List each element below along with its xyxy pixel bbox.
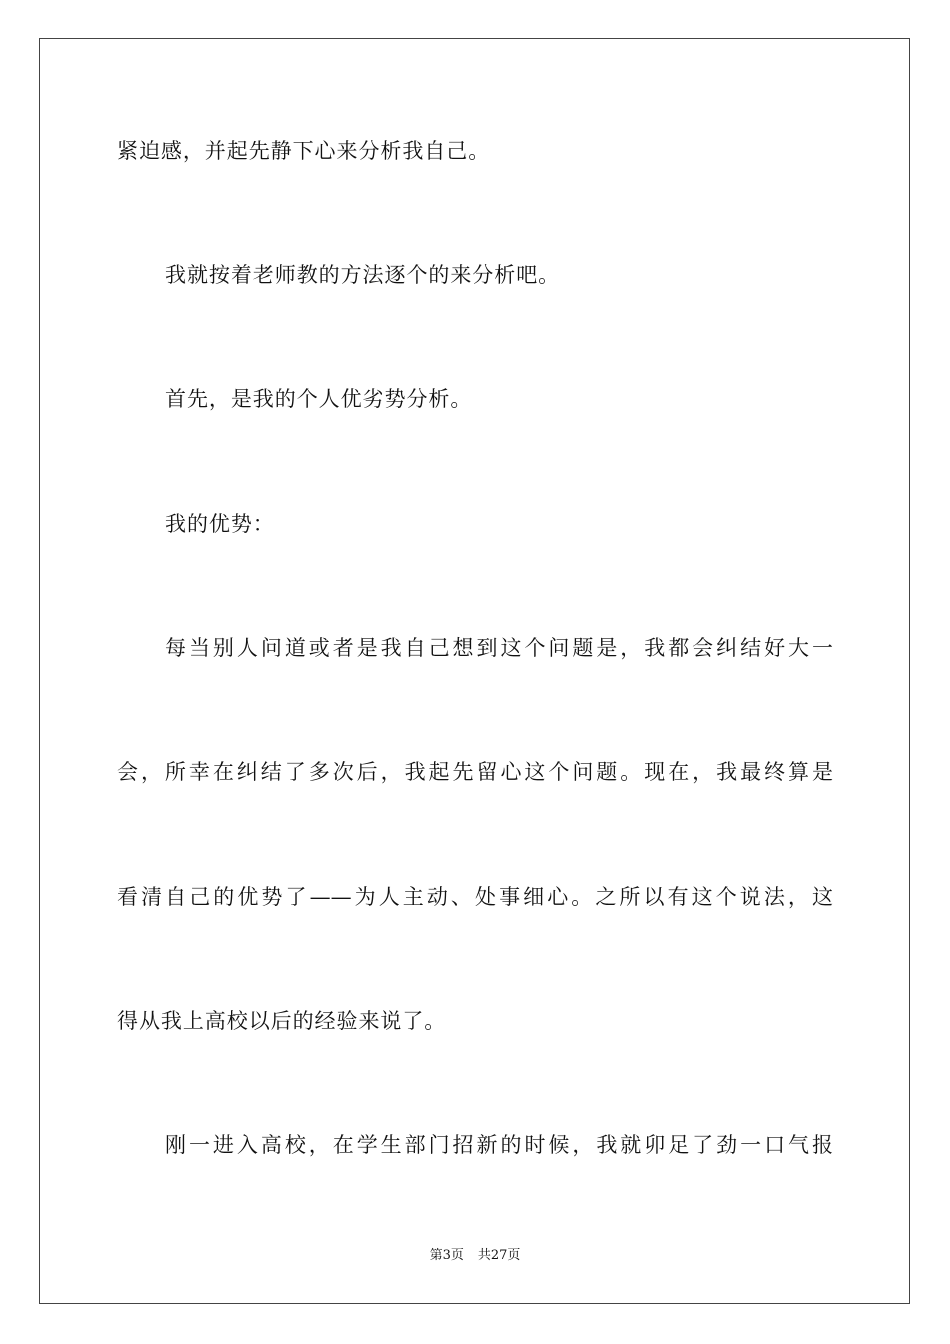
page-footer [0,1247,950,1265]
paragraph-line: 紧迫感，并起先静下心来分析我自己。 [117,139,491,163]
page-total: 共27页 [477,1248,521,1263]
paragraph-line: 我的优势： [165,512,275,536]
paragraph-line: 我就按着老师教的方法逐个的来分析吧。 [165,263,561,287]
paragraph-line: 得从我上高校以后的经验来说了。 [117,1009,447,1033]
paragraph-line: 刚一进入高校，在学生部门招新的时候，我就卯足了劲一口气报 [165,1133,833,1157]
page-border [39,38,910,1304]
paragraph-line: 每当别人问道或者是我自己想到这个问题是，我都会纠结好大一 [165,636,833,660]
paragraph-line: 首先，是我的个人优劣势分析。 [165,387,473,411]
paragraph-line: 会，所幸在纠结了多次后，我起先留心这个问题。现在，我最终算是 [117,760,833,784]
page-number: 第3页 [429,1248,464,1263]
paragraph-line: 看清自己的优势了——为人主动、处事细心。之所以有这个说法，这 [117,885,833,909]
